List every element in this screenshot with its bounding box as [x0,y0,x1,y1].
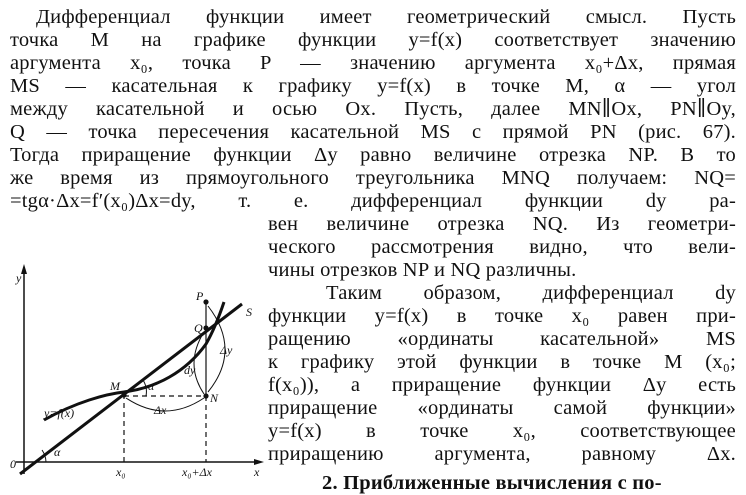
curve-label: y=f(x) [44,406,75,420]
right-line-3: чины отрезков NP и NQ различны. [268,259,577,281]
tangent-figure [6,262,268,484]
text-line-3: аргумента x₀, точка P — значению аргумента x₀+Δx, прямая [10,52,736,74]
right-line-7: к графику этой функции в точке M (x₀; [268,351,736,373]
y-axis-arrow [21,264,27,274]
delta-y-label: Δy [220,343,233,357]
dy-label: dy [184,363,196,377]
point-m [121,392,126,397]
text-line-1: Дифференциал функции имеет геометрический смысл. Пусть [36,6,736,28]
x-axis-label: x [254,465,260,479]
right-line-10: y=f(x) в точке x₀, соответствующее [268,420,736,442]
label-n: N [210,391,219,405]
label-m: M [110,379,120,393]
label-p: P [196,289,204,303]
text-line-9: =tgα·Δx=f′(x₀)Δx=dy, т. е. дифференциал функции dy ра- [10,190,736,212]
dx-label: Δx [154,403,167,417]
right-line-8: f(x₀)), а приращение функции Δy есть [268,374,736,396]
point-q [203,325,208,330]
x0dx-label: x₀+Δx [182,465,212,479]
right-line-4: Таким образом, дифференциал dy [326,282,736,304]
origin-label: 0 [10,457,16,471]
text-line-6: Q — точка пересечения касательной MS с прямой PN (рис. 67). [10,121,736,143]
right-line-1: вен величине отрезка NQ. Из геометри- [268,213,736,235]
right-line-6: ращению «ординаты касательной» MS [268,328,736,350]
right-line-9: приращение «ординаты самой функции» [268,397,736,419]
y-axis-label: y [16,271,22,285]
text-line-2: точка M на графике функции y=f(x) соответствует значению [10,29,736,51]
point-p [203,299,208,304]
point-n [203,393,208,398]
text-line-5: между касательной и осью Ox. Пусть, далее MN∥Ox, PN∥Oy, [10,98,736,120]
text-line-7: Тогда приращение функции Δy равно величине отрезка NP. В то [10,144,736,166]
text-line-4: MS — касательная к графику y=f(x) в точке M, α — угол [10,75,736,97]
text-line-8: же время из прямоугольного треугольника MNQ получаем: NQ= [10,167,736,189]
right-line-11: приращению аргумента, равному Δx. [268,443,736,465]
label-q: Q [194,321,203,335]
label-s: S [246,305,252,319]
x0-label: x₀ [116,465,126,479]
right-line-2: ческого рассмотрения видно, что вели- [268,236,736,258]
cut-off-heading: 2. Приближенные вычисления с по- [322,472,662,494]
alpha-origin-label: α [54,445,61,459]
right-line-5: функции y=f(x) в точке x₀ равен при- [268,305,736,327]
alpha-m-label: α [148,379,155,393]
